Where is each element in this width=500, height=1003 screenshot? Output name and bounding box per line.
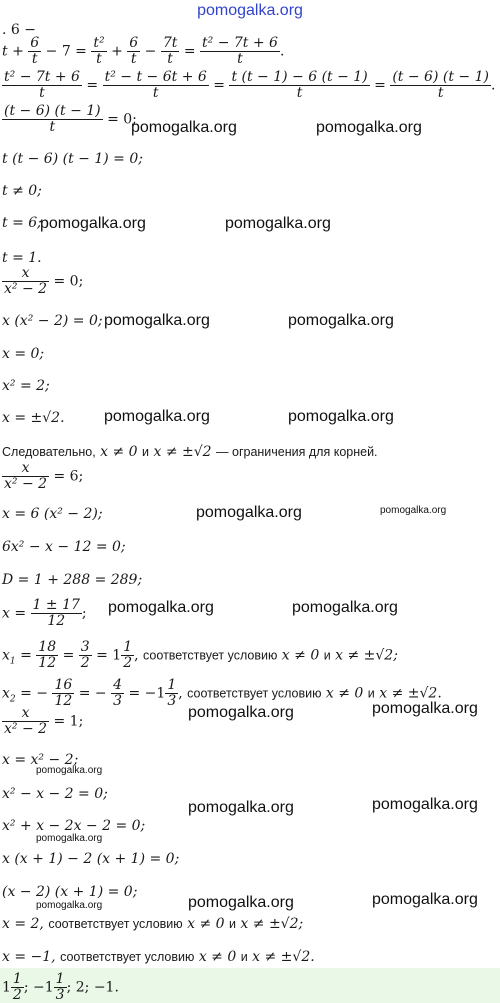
line-1: t + $\frac{6}{t}$ − 7 = $\frac{\text{t²}}{t}$ + $\frac{6}{t}$ − $\frac{7t}{t}$ = $\frac{\text{t² − 7t + 6}}{t}$ . [2, 35, 285, 67]
line-19: $x_1$ = $\frac{18}{12}$ = $\frac{3}{2}$ = 1 $\frac{1}{2}$ , соответствует условию x ≠ 0 и x ≠ ±√2; [2, 639, 398, 671]
watermark: pomogalka.org [104, 312, 210, 329]
watermark: pomogalka.org [292, 599, 398, 616]
line-25: x (x + 1) − 2 (x + 1) = 0; [2, 851, 180, 867]
line-18: x = $\frac{1 \pm 17}{12}$ ; [2, 597, 87, 629]
watermark: pomogalka.org [316, 119, 422, 136]
answer-box [0, 968, 500, 1003]
watermark: pomogalka.org [372, 700, 478, 717]
line-15: x = 6 (x² − 2); [2, 506, 103, 522]
line-16: 6x² − x − 12 = 0; [2, 539, 126, 555]
watermark: pomogalka.org [380, 505, 447, 516]
line-22: x = x² − 2; [2, 752, 79, 768]
line-9: x (x² − 2) = 0; [2, 313, 103, 329]
line-21: $\frac{x}{\text{x² − 2}}$ = 1; [4, 705, 84, 737]
line-4: t (t − 6) (t − 1) = 0; [2, 151, 143, 167]
line-17: D = 1 + 288 = 289; [2, 572, 143, 588]
watermark: pomogalka.org [188, 799, 294, 816]
watermark: pomogalka.org [36, 833, 103, 844]
line-12: x = ±√2. [2, 410, 65, 426]
answer-line: 1 $\frac{1}{2}$ ; −1 $\frac{1}{3}$ ; 2; −1. [2, 971, 119, 1003]
line-14: $\frac{x}{\text{x² − 2}}$ = 6; [4, 460, 84, 492]
line-8: $\frac{x}{\text{x² − 2}}$ = 0; [4, 265, 84, 297]
watermark: pomogalka.org [196, 504, 302, 521]
watermark: pomogalka.org [288, 312, 394, 329]
watermark: pomogalka.org [36, 765, 103, 776]
line-28: x = −1, соответствует условию x ≠ 0 и x ≠ ±√2. [2, 949, 315, 965]
line-6: t = 6; [2, 215, 42, 231]
watermark: pomogalka.org [131, 119, 237, 136]
line-11: x² = 2; [2, 378, 50, 394]
watermark: pomogalka.org [104, 408, 210, 425]
line-24: x² + x − 2x − 2 = 0; [2, 818, 146, 834]
line-0: . 6 − [2, 22, 36, 38]
line-2: $\frac{\text{t² − 7t + 6}}{t}$ = $\frac{\text{t² − t − 6t + 6}}{t}$ = $\frac{t (t - 1) - 6 (t - 1)}{t}$ = $\frac{(t - 6) (t - 1)}{t}$ . [4, 69, 496, 101]
site-header-link[interactable]: pomogalka.org [197, 2, 303, 19]
watermark: pomogalka.org [188, 894, 294, 911]
line-10: x = 0; [2, 346, 45, 362]
line-13: Следовательно, x ≠ 0 и x ≠ ±√2 — ограничения для корней. [2, 444, 378, 460]
watermark: pomogalka.org [188, 704, 294, 721]
watermark: pomogalka.org [108, 599, 214, 616]
line-20: $x_2$ = − $\frac{16}{12}$ = − $\frac{4}{3}$ = −1 $\frac{1}{3}$ , соответствует условию x ≠ 0 и x ≠ ±√2. [2, 677, 442, 709]
line-5: t ≠ 0; [2, 183, 42, 199]
line-7: t = 1. [2, 250, 42, 266]
line-23: x² − x − 2 = 0; [2, 786, 108, 802]
watermark: pomogalka.org [288, 408, 394, 425]
watermark: pomogalka.org [372, 891, 478, 908]
line-3: $\frac{(t - 6) (t - 1)}{t}$ = 0; [4, 103, 137, 135]
watermark: pomogalka.org [372, 796, 478, 813]
line-26: (x − 2) (x + 1) = 0; [2, 884, 138, 900]
watermark: pomogalka.org [40, 215, 146, 232]
line-27: x = 2, соответствует условию x ≠ 0 и x ≠ ±√2; [2, 916, 304, 932]
watermark: pomogalka.org [36, 900, 103, 911]
watermark: pomogalka.org [225, 215, 331, 232]
